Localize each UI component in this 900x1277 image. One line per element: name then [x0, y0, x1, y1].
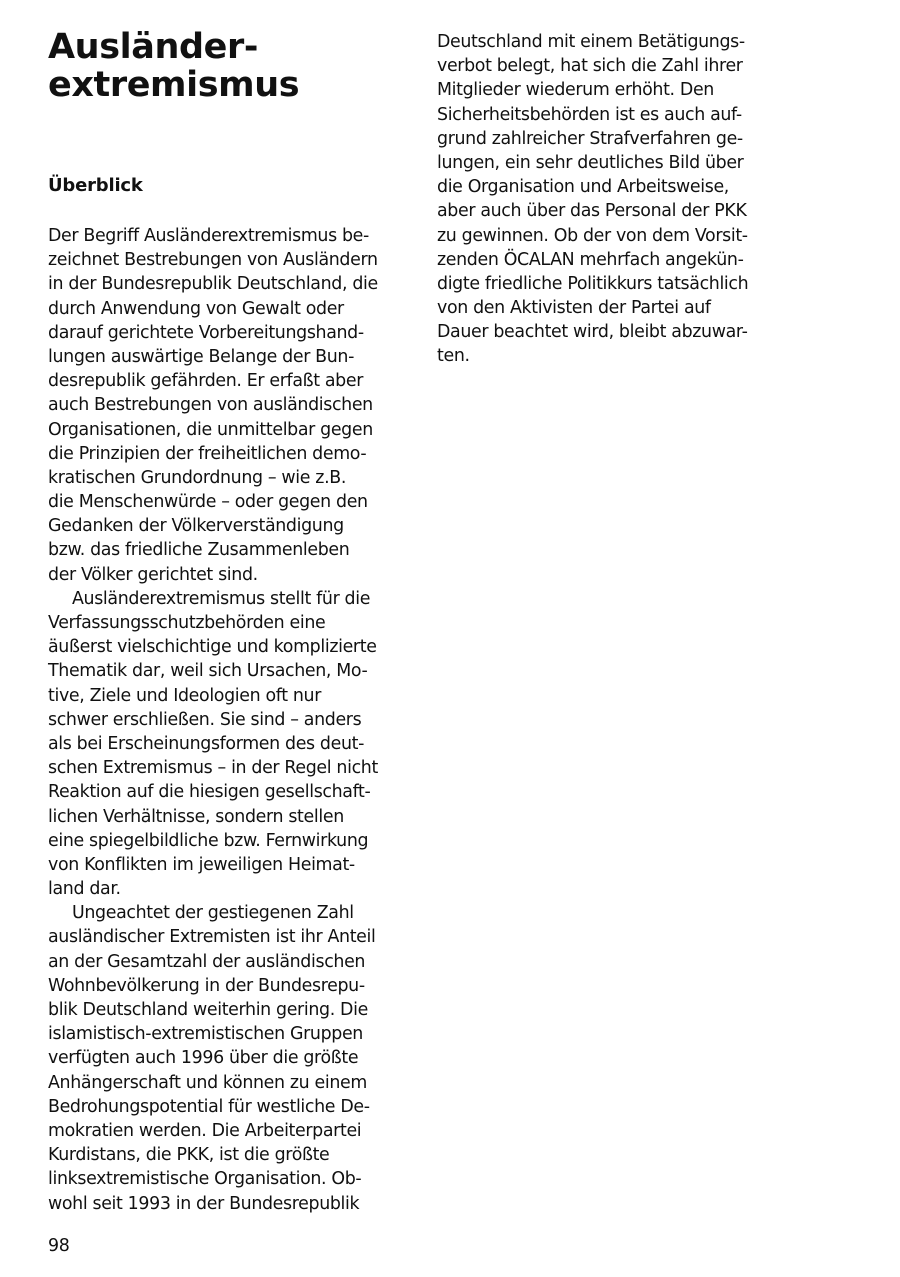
text-line: blik Deutschland weiterhin gering. Die [48, 1000, 368, 1020]
text-line: Anhängerschaft und können zu einem [48, 1072, 367, 1093]
page-number: 98 [48, 1236, 70, 1256]
text-line: Verfassungsschutzbehörden eine [48, 613, 326, 633]
text-line: Sicherheitsbehörden ist es auch auf- [437, 104, 742, 125]
title-line-1: Ausländer- [48, 27, 258, 67]
text-line: Kurdistans, die PKK, ist die größte [48, 1145, 330, 1166]
text-line: als bei Erscheinungsformen des deut- [48, 733, 365, 754]
text-line: Dauer beachtet wird, bleibt abzuwar- [437, 322, 748, 343]
text-line: von den Aktivisten der Partei auf [437, 298, 711, 319]
text-line: darauf gerichtete Vorbereitungshand- [48, 322, 364, 343]
text-line: kratischen Grundordnung – wie z.B. [48, 467, 347, 488]
text-line: Wohnbevölkerung in der Bundesrepu- [48, 975, 365, 996]
text-line: islamistisch-extremistischen Gruppen [48, 1024, 363, 1045]
text-line: lungen, ein sehr deutliches Bild über [437, 152, 744, 173]
text-line: der Völker gerichtet sind. [48, 564, 258, 585]
text-line: schen Extremismus – in der Regel nicht [48, 758, 378, 779]
text-line: Bedrohungspotential für westliche De- [48, 1096, 370, 1117]
text-line: lichen Verhältnisse, sondern stellen [48, 806, 344, 827]
text-line: Thematik dar, weil sich Ursachen, Mo- [48, 661, 368, 682]
text-line: die Menschenwürde – oder gegen den [48, 492, 368, 513]
text-line: Deutschland mit einem Betätigungs- [437, 32, 745, 52]
text-line: mokratien werden. Die Arbeiterpartei [48, 1120, 362, 1141]
text-line: durch Anwendung von Gewalt oder [48, 298, 344, 319]
right-text-column [437, 30, 797, 369]
text-line: zu gewinnen. Ob der von dem Vorsit- [437, 225, 748, 246]
text-line: auch Bestrebungen von ausländischen [48, 395, 373, 416]
text-line: aber auch über das Personal der PKK [437, 201, 747, 222]
text-line: wohl seit 1993 in der Bundesrepublik [48, 1193, 360, 1214]
text-line: verbot belegt, hat sich die Zahl ihrer [437, 56, 743, 77]
left-text-column [48, 224, 408, 1216]
text-line: lungen auswärtige Belange der Bun- [48, 346, 355, 367]
text-line: Ausländerextremismus stellt für die [72, 588, 371, 609]
text-line: schwer erschließen. Sie sind – anders [48, 709, 362, 730]
text-line: die Organisation und Arbeitsweise, [437, 177, 729, 198]
text-line: grund zahlreicher Strafverfahren ge- [437, 128, 743, 149]
text-line: linksextremistische Organisation. Ob- [48, 1169, 362, 1190]
text-line: digte friedliche Politikkurs tatsächlich [437, 273, 749, 294]
text-line: äußerst vielschichtige und komplizierte [48, 637, 377, 658]
section-heading: Überblick [48, 175, 143, 196]
text-line: ten. [437, 346, 470, 367]
text-line: land dar. [48, 879, 121, 900]
text-line: Organisationen, die unmittelbar gegen [48, 419, 373, 440]
text-line: bzw. das friedliche Zusammenleben [48, 540, 350, 561]
text-line: ausländischer Extremisten ist ihr Anteil [48, 927, 376, 948]
text-line: Der Begriff Ausländerextremismus be- [48, 226, 369, 246]
text-line: an der Gesamtzahl der ausländischen [48, 951, 366, 972]
text-line: Ungeachtet der gestiegenen Zahl [72, 903, 354, 924]
text-line: zenden ÖCALAN mehrfach angekün- [437, 249, 744, 270]
text-line: Gedanken der Völkerverständigung [48, 516, 344, 537]
text-line: in der Bundesrepublik Deutschland, die [48, 274, 378, 295]
title-line-2: extremismus [48, 65, 300, 105]
text-line: die Prinzipien der freiheitlichen demo- [48, 443, 367, 464]
text-line: von Konflikten im jeweiligen Heimat- [48, 854, 355, 875]
text-line: Reaktion auf die hiesigen gesellschaft- [48, 782, 371, 803]
page-title [48, 28, 299, 104]
text-line: verfügten auch 1996 über die größte [48, 1048, 359, 1069]
text-line: Mitglieder wiederum erhöht. Den [437, 80, 714, 101]
text-line: eine spiegelbildliche bzw. Fernwirkung [48, 830, 369, 851]
text-line: desrepublik gefährden. Er erfaßt aber [48, 371, 364, 392]
text-line: zeichnet Bestrebungen von Ausländern [48, 250, 378, 271]
text-line: tive, Ziele und Ideologien oft nur [48, 685, 322, 706]
